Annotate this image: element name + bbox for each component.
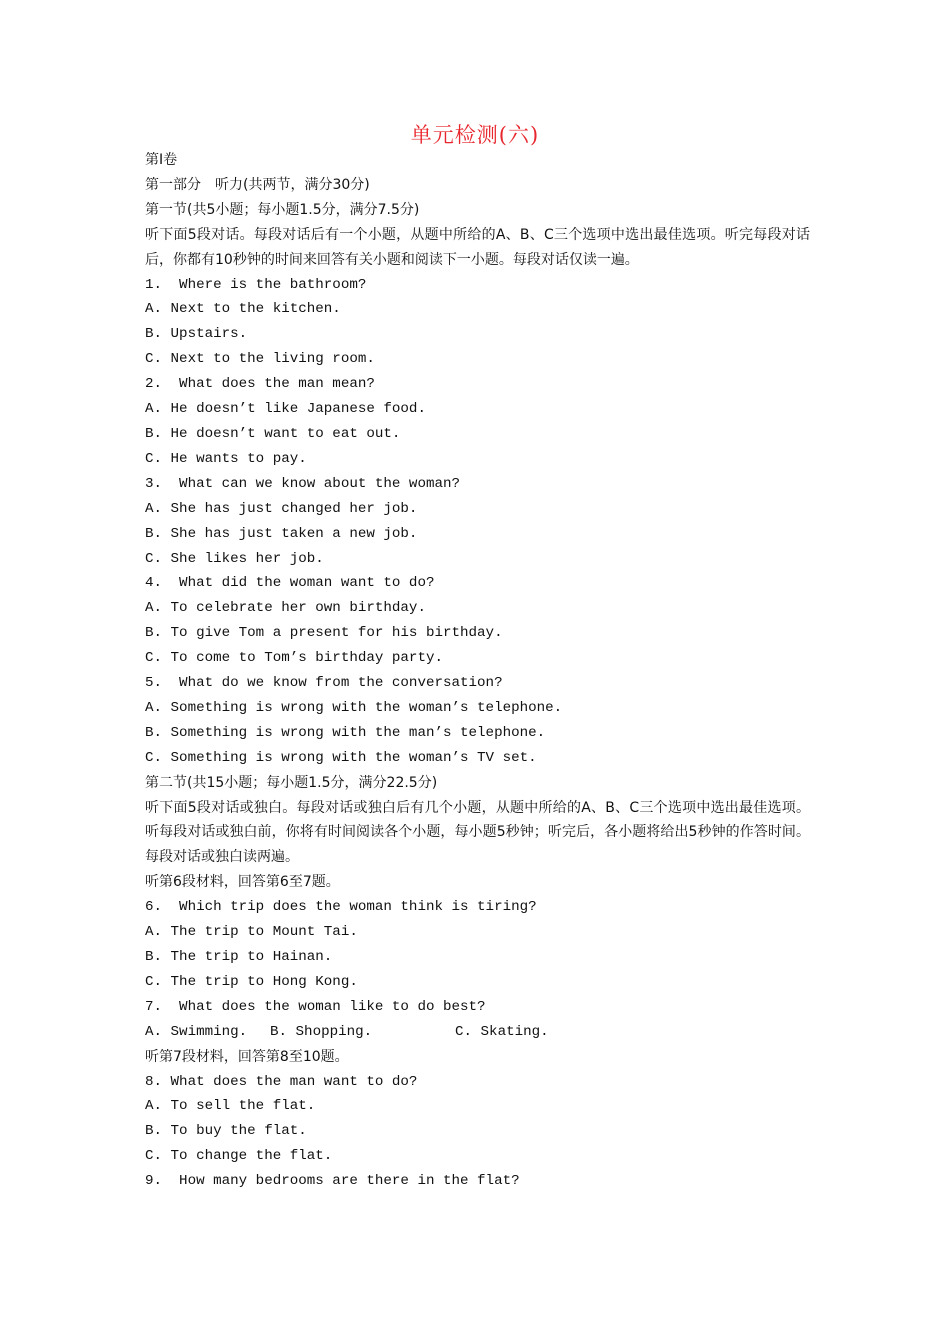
question-4-option-c: C. To come to Tom’s birthday party. [145, 650, 443, 667]
question-5-option-b: B. Something is wrong with the man’s telephone. [145, 724, 546, 741]
question-8-stem: 8. What does the man want to do? [145, 1073, 418, 1090]
question-7-stem: 7. What does the woman like to do best? [145, 998, 486, 1015]
question-6-option-a: A. The trip to Mount Tai. [145, 924, 358, 941]
section2-instruction: 听下面5段对话或独白。每段对话或独白后有几个小题，从题中所给的A、B、C三个选项中选出最佳选项。听每段对话或独白前，你将有时间阅读各个小题，每小题5秒钟；听完后，各小题将给出5秒钟的作答时间。每段对话或独白读两遍。 [145, 799, 810, 866]
question-3-option-c: C. She likes her job. [145, 550, 324, 567]
question-1-stem: 1. Where is the bathroom? [145, 276, 367, 293]
question-9-stem: 9. How many bedrooms are there in the flat? [145, 1173, 520, 1190]
volume-label: 第Ⅰ卷 [145, 152, 178, 168]
question-1-option-b: B. Upstairs. [145, 326, 248, 343]
exam-content [145, 148, 810, 1194]
page-title: 单元检测(六) [410, 123, 540, 147]
question-1-option-a: A. Next to the kitchen. [145, 301, 341, 318]
question-4-option-b: B. To give Tom a present for his birthday. [145, 625, 503, 642]
section2-heading: 第二节(共15小题；每小题1.5分，满分22.5分) [145, 774, 438, 791]
material-6-heading: 听第6段材料，回答第6至7题。 [145, 874, 340, 891]
question-6-option-c: C. The trip to Hong Kong. [145, 973, 358, 990]
question-6-stem: 6. Which trip does the woman think is tiring? [145, 899, 537, 916]
question-4-option-a: A. To celebrate her own birthday. [145, 600, 426, 617]
question-7-option-a: A. Swimming. [145, 1023, 248, 1040]
question-3-option-a: A. She has just changed her job. [145, 500, 418, 517]
question-3-option-b: B. She has just taken a new job. [145, 525, 418, 542]
section1-heading: 第一节(共5小题；每小题1.5分，满分7.5分) [145, 201, 420, 218]
question-5-stem: 5. What do we know from the conversation? [145, 675, 503, 692]
section1-instruction: 听下面5段对话。每段对话后有一个小题，从题中所给的A、B、C三个选项中选出最佳选项。听完每段对话后，你都有10秒钟的时间来回答有关小题和阅读下一小题。每段对话仅读一遍。 [145, 226, 810, 268]
question-6-option-b: B. The trip to Hainan. [145, 949, 333, 965]
question-7-option-c: C. Skating. [455, 1023, 549, 1040]
question-8-option-b: B. To buy the flat. [145, 1123, 307, 1140]
question-8-option-c: C. To change the flat. [145, 1148, 333, 1165]
question-7-options [145, 1020, 810, 1045]
question-5-option-a: A. Something is wrong with the woman’s telephone. [145, 699, 563, 716]
question-8-option-a: A. To sell the flat. [145, 1098, 316, 1115]
question-1-option-c: C. Next to the living room. [145, 351, 375, 368]
question-2-stem: 2. What does the man mean? [145, 376, 375, 393]
question-7-option-b: B. Shopping. [270, 1023, 373, 1040]
question-2-option-a: A. He doesn’t like Japanese food. [145, 401, 426, 418]
question-2-option-b: B. He doesn’t want to eat out. [145, 425, 401, 442]
material-7-heading: 听第7段材料，回答第8至10题。 [145, 1048, 349, 1065]
question-2-option-c: C. He wants to pay. [145, 450, 307, 467]
part-heading: 第一部分 听力(共两节，满分30分) [145, 176, 370, 193]
question-3-stem: 3. What can we know about the woman? [145, 475, 461, 492]
question-5-option-c: C. Something is wrong with the woman’s TV set. [145, 749, 537, 766]
question-4-stem: 4. What did the woman want to do? [145, 575, 435, 592]
